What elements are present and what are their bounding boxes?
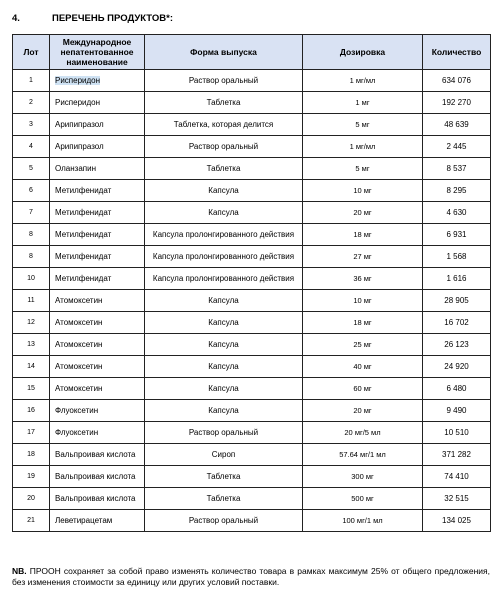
cell-lot-text: 15: [27, 385, 35, 392]
cell-name-text: Флуоксетин: [55, 406, 99, 415]
cell-dose: [303, 114, 423, 136]
footnote-label: NB.: [12, 566, 27, 576]
section-title: ПЕРЕЧЕНЬ ПРОДУКТОВ*:: [52, 12, 173, 24]
cell-dose-text: 10 мг: [353, 296, 372, 305]
cell-dose-text: 1 мг/мл: [349, 76, 376, 85]
cell-form-text: Таблетка: [206, 472, 241, 481]
cell-dose-text: 1 мг/мл: [349, 142, 376, 151]
cell-name: [50, 114, 145, 136]
cell-lot-text: 8: [29, 231, 33, 238]
cell-dose-text: 5 мг: [355, 120, 370, 129]
cell-form-text: Таблетка: [206, 98, 241, 107]
cell-name-text: Арипипразол: [55, 120, 104, 129]
cell-dose: [303, 422, 423, 444]
cell-lot: [13, 224, 50, 246]
cell-name-text: Рисперидон: [55, 76, 101, 85]
table-row: [13, 268, 491, 290]
cell-name: [50, 202, 145, 224]
table-row: [13, 136, 491, 158]
cell-lot-text: 1: [29, 77, 33, 84]
cell-qty: [423, 400, 491, 422]
cell-qty: [423, 510, 491, 532]
cell-form-text: Капсула: [208, 318, 239, 327]
cell-name-text: Метилфенидат: [55, 230, 112, 239]
cell-dose: [303, 400, 423, 422]
cell-lot: [13, 466, 50, 488]
table-row: [13, 290, 491, 312]
cell-qty-text: 634 076: [442, 76, 471, 85]
cell-dose-text: 20 мг/5 мл: [344, 428, 381, 437]
cell-lot-text: 10: [27, 275, 35, 282]
cell-name-text: Метилфенидат: [55, 252, 112, 261]
header-lot: Лот: [13, 35, 50, 70]
header-name: Международное непатентованное наименование: [50, 35, 145, 70]
cell-form: [145, 202, 303, 224]
cell-lot: [13, 136, 50, 158]
cell-form-text: Раствор оральный: [188, 76, 259, 85]
cell-qty-text: 26 123: [444, 340, 469, 349]
cell-dose: [303, 268, 423, 290]
cell-name-text: Метилфенидат: [55, 208, 112, 217]
cell-qty: [423, 202, 491, 224]
cell-form: [145, 180, 303, 202]
cell-dose: [303, 312, 423, 334]
cell-name-text: Вальпроивая кислота: [55, 494, 136, 503]
cell-lot-text: 17: [27, 429, 35, 436]
cell-name: [50, 312, 145, 334]
table-row: [13, 334, 491, 356]
cell-form-text: Раствор оральный: [188, 142, 259, 151]
cell-lot-text: 3: [29, 121, 33, 128]
cell-qty: [423, 466, 491, 488]
cell-name: [50, 268, 145, 290]
cell-qty-text: 134 025: [442, 516, 471, 525]
cell-form: [145, 378, 303, 400]
cell-dose-text: 300 мг: [351, 472, 374, 481]
table-row: [13, 246, 491, 268]
cell-lot: [13, 312, 50, 334]
cell-form: [145, 444, 303, 466]
cell-dose-text: 40 мг: [353, 362, 372, 371]
table-row: [13, 92, 491, 114]
cell-dose: [303, 356, 423, 378]
cell-name: [50, 224, 145, 246]
cell-qty-text: 1 568: [446, 252, 467, 261]
cell-qty: [423, 356, 491, 378]
cell-name-text: Атомоксетин: [55, 340, 103, 349]
cell-lot-text: 6: [29, 187, 33, 194]
cell-qty: [423, 290, 491, 312]
cell-qty-text: 9 490: [446, 406, 467, 415]
cell-name-text: Леветирацетам: [55, 516, 113, 525]
table-row: [13, 202, 491, 224]
cell-lot: [13, 510, 50, 532]
cell-form-text: Капсула пролонгированного действия: [152, 274, 295, 283]
table-row: [13, 400, 491, 422]
cell-name-text: Арипипразол: [55, 142, 104, 151]
cell-lot-text: 14: [27, 363, 35, 370]
cell-name: [50, 378, 145, 400]
cell-form-text: Раствор оральный: [188, 516, 259, 525]
cell-dose-text: 18 мг: [353, 230, 372, 239]
cell-form-text: Таблетка, которая делится: [173, 120, 274, 129]
cell-lot: [13, 180, 50, 202]
cell-form-text: Таблетка: [206, 164, 241, 173]
cell-lot: [13, 444, 50, 466]
cell-qty-text: 8 537: [446, 164, 467, 173]
cell-lot: [13, 246, 50, 268]
cell-name: [50, 180, 145, 202]
cell-dose: [303, 246, 423, 268]
table-row: [13, 180, 491, 202]
cell-form: [145, 510, 303, 532]
cell-name: [50, 422, 145, 444]
cell-form: [145, 312, 303, 334]
cell-dose: [303, 334, 423, 356]
header-form: Форма выпуска: [145, 35, 303, 70]
cell-qty-text: 10 510: [444, 428, 469, 437]
cell-name: [50, 488, 145, 510]
cell-name: [50, 400, 145, 422]
cell-form: [145, 70, 303, 92]
cell-dose: [303, 378, 423, 400]
cell-name: [50, 466, 145, 488]
cell-name-text: Оланзапин: [55, 164, 97, 173]
cell-name-text: Метилфенидат: [55, 186, 112, 195]
cell-form: [145, 466, 303, 488]
cell-form: [145, 334, 303, 356]
cell-name: [50, 510, 145, 532]
cell-name: [50, 356, 145, 378]
cell-name-text: Флуоксетин: [55, 428, 99, 437]
cell-form-text: Капсула: [208, 340, 239, 349]
cell-form: [145, 290, 303, 312]
cell-lot: [13, 70, 50, 92]
cell-dose: [303, 136, 423, 158]
cell-lot: [13, 268, 50, 290]
cell-form: [145, 268, 303, 290]
cell-dose: [303, 180, 423, 202]
cell-dose-text: 20 мг: [353, 406, 372, 415]
cell-dose-text: 20 мг: [353, 208, 372, 217]
cell-qty: [423, 114, 491, 136]
section-number: 4.: [12, 12, 20, 24]
cell-form: [145, 92, 303, 114]
cell-name-text: Атомоксетин: [55, 296, 103, 305]
footnote: [12, 566, 490, 588]
cell-form-text: Капсула пролонгированного действия: [152, 252, 295, 261]
table-row: [13, 312, 491, 334]
cell-lot: [13, 202, 50, 224]
cell-dose-text: 100 мг/1 мл: [342, 516, 383, 525]
table-row: [13, 224, 491, 246]
cell-lot: [13, 114, 50, 136]
cell-qty-text: 371 282: [442, 450, 471, 459]
cell-qty-text: 24 920: [444, 362, 469, 371]
cell-form: [145, 158, 303, 180]
cell-dose: [303, 92, 423, 114]
cell-dose-text: 25 мг: [353, 340, 372, 349]
cell-dose-text: 36 мг: [353, 274, 372, 283]
cell-name: [50, 158, 145, 180]
cell-form-text: Таблетка: [206, 494, 241, 503]
cell-name-text: Метилфенидат: [55, 274, 112, 283]
cell-form-text: Капсула: [208, 406, 239, 415]
cell-dose-text: 57.64 мг/1 мл: [339, 450, 386, 459]
cell-qty: [423, 246, 491, 268]
cell-lot: [13, 356, 50, 378]
cell-qty-text: 192 270: [442, 98, 471, 107]
cell-form-text: Капсула: [208, 208, 239, 217]
cell-qty: [423, 488, 491, 510]
cell-lot-text: 13: [27, 341, 35, 348]
cell-lot-text: 4: [29, 143, 33, 150]
table-row: [13, 510, 491, 532]
cell-lot-text: 8: [29, 253, 33, 260]
cell-lot: [13, 158, 50, 180]
cell-name-text: Атомоксетин: [55, 384, 103, 393]
cell-name-text: Вальпроивая кислота: [55, 450, 136, 459]
table-row: [13, 444, 491, 466]
cell-qty: [423, 70, 491, 92]
cell-dose: [303, 510, 423, 532]
cell-qty: [423, 334, 491, 356]
cell-form: [145, 114, 303, 136]
cell-qty-text: 8 295: [446, 186, 467, 195]
cell-lot-text: 18: [27, 451, 35, 458]
table-row: [13, 70, 491, 92]
cell-form-text: Капсула: [208, 186, 239, 195]
cell-dose: [303, 466, 423, 488]
header-dose: Дозировка: [303, 35, 423, 70]
cell-dose: [303, 202, 423, 224]
cell-name: [50, 136, 145, 158]
footnote-text: ПРООН сохраняет за собой право изменять количество товара в рамках максимум 25% от общего предложения, без изменения стоимости за единицу или других условий поставки.: [12, 566, 490, 587]
cell-name-text: Атомоксетин: [55, 362, 103, 371]
cell-dose: [303, 224, 423, 246]
cell-qty: [423, 158, 491, 180]
cell-name: [50, 70, 145, 92]
cell-qty-text: 6 480: [446, 384, 467, 393]
cell-lot: [13, 378, 50, 400]
cell-lot: [13, 488, 50, 510]
cell-dose: [303, 290, 423, 312]
cell-lot-text: 21: [27, 517, 35, 524]
cell-qty: [423, 180, 491, 202]
table-row: [13, 356, 491, 378]
cell-qty: [423, 422, 491, 444]
cell-name: [50, 290, 145, 312]
cell-form: [145, 488, 303, 510]
cell-form: [145, 224, 303, 246]
cell-name: [50, 92, 145, 114]
cell-name-text: Рисперидон: [55, 98, 101, 107]
cell-qty-text: 16 702: [444, 318, 469, 327]
cell-lot: [13, 92, 50, 114]
table-body: [13, 70, 491, 532]
table-row: [13, 466, 491, 488]
cell-form-text: Капсула: [208, 296, 239, 305]
table-row: [13, 114, 491, 136]
cell-dose: [303, 488, 423, 510]
cell-qty-text: 48 639: [444, 120, 469, 129]
cell-lot-text: 19: [27, 473, 35, 480]
cell-qty: [423, 378, 491, 400]
cell-form: [145, 400, 303, 422]
cell-qty-text: 2 445: [446, 142, 467, 151]
cell-form-text: Сироп: [211, 450, 236, 459]
cell-dose-text: 5 мг: [355, 164, 370, 173]
cell-name-text: Вальпроивая кислота: [55, 472, 136, 481]
cell-name: [50, 334, 145, 356]
cell-qty: [423, 444, 491, 466]
cell-lot-text: 2: [29, 99, 33, 106]
cell-lot-text: 12: [27, 319, 35, 326]
table-row: [13, 378, 491, 400]
cell-qty-text: 74 410: [444, 472, 469, 481]
products-table: [12, 34, 491, 532]
table-header-row: [13, 35, 491, 70]
cell-lot-text: 20: [27, 495, 35, 502]
cell-name: [50, 444, 145, 466]
cell-dose-text: 500 мг: [351, 494, 374, 503]
table-row: [13, 422, 491, 444]
cell-form: [145, 422, 303, 444]
cell-name-text: Атомоксетин: [55, 318, 103, 327]
cell-qty: [423, 312, 491, 334]
section-heading: [12, 10, 173, 26]
cell-qty: [423, 92, 491, 114]
table-row: [13, 488, 491, 510]
cell-qty-text: 1 616: [446, 274, 467, 283]
cell-lot: [13, 422, 50, 444]
table-row: [13, 158, 491, 180]
cell-qty: [423, 136, 491, 158]
cell-form-text: Капсула: [208, 362, 239, 371]
cell-dose-text: 18 мг: [353, 318, 372, 327]
cell-dose-text: 27 мг: [353, 252, 372, 261]
cell-lot: [13, 400, 50, 422]
cell-form: [145, 356, 303, 378]
cell-lot-text: 7: [29, 209, 33, 216]
cell-dose: [303, 158, 423, 180]
cell-dose-text: 1 мг: [355, 98, 370, 107]
cell-form-text: Капсула: [208, 384, 239, 393]
cell-qty: [423, 268, 491, 290]
cell-lot: [13, 290, 50, 312]
cell-dose: [303, 70, 423, 92]
cell-name: [50, 246, 145, 268]
cell-form-text: Раствор оральный: [188, 428, 259, 437]
cell-dose-text: 10 мг: [353, 186, 372, 195]
cell-qty-text: 28 905: [444, 296, 469, 305]
cell-lot-text: 5: [29, 165, 33, 172]
cell-form-text: Капсула пролонгированного действия: [152, 230, 295, 239]
header-qty: Количество: [423, 35, 491, 70]
cell-qty-text: 32 515: [444, 494, 469, 503]
cell-qty-text: 6 931: [446, 230, 467, 239]
cell-qty-text: 4 630: [446, 208, 467, 217]
cell-dose-text: 60 мг: [353, 384, 372, 393]
cell-lot-text: 11: [27, 297, 35, 304]
cell-lot: [13, 334, 50, 356]
cell-qty: [423, 224, 491, 246]
cell-dose: [303, 444, 423, 466]
cell-form: [145, 246, 303, 268]
cell-form: [145, 136, 303, 158]
cell-lot-text: 16: [27, 407, 35, 414]
